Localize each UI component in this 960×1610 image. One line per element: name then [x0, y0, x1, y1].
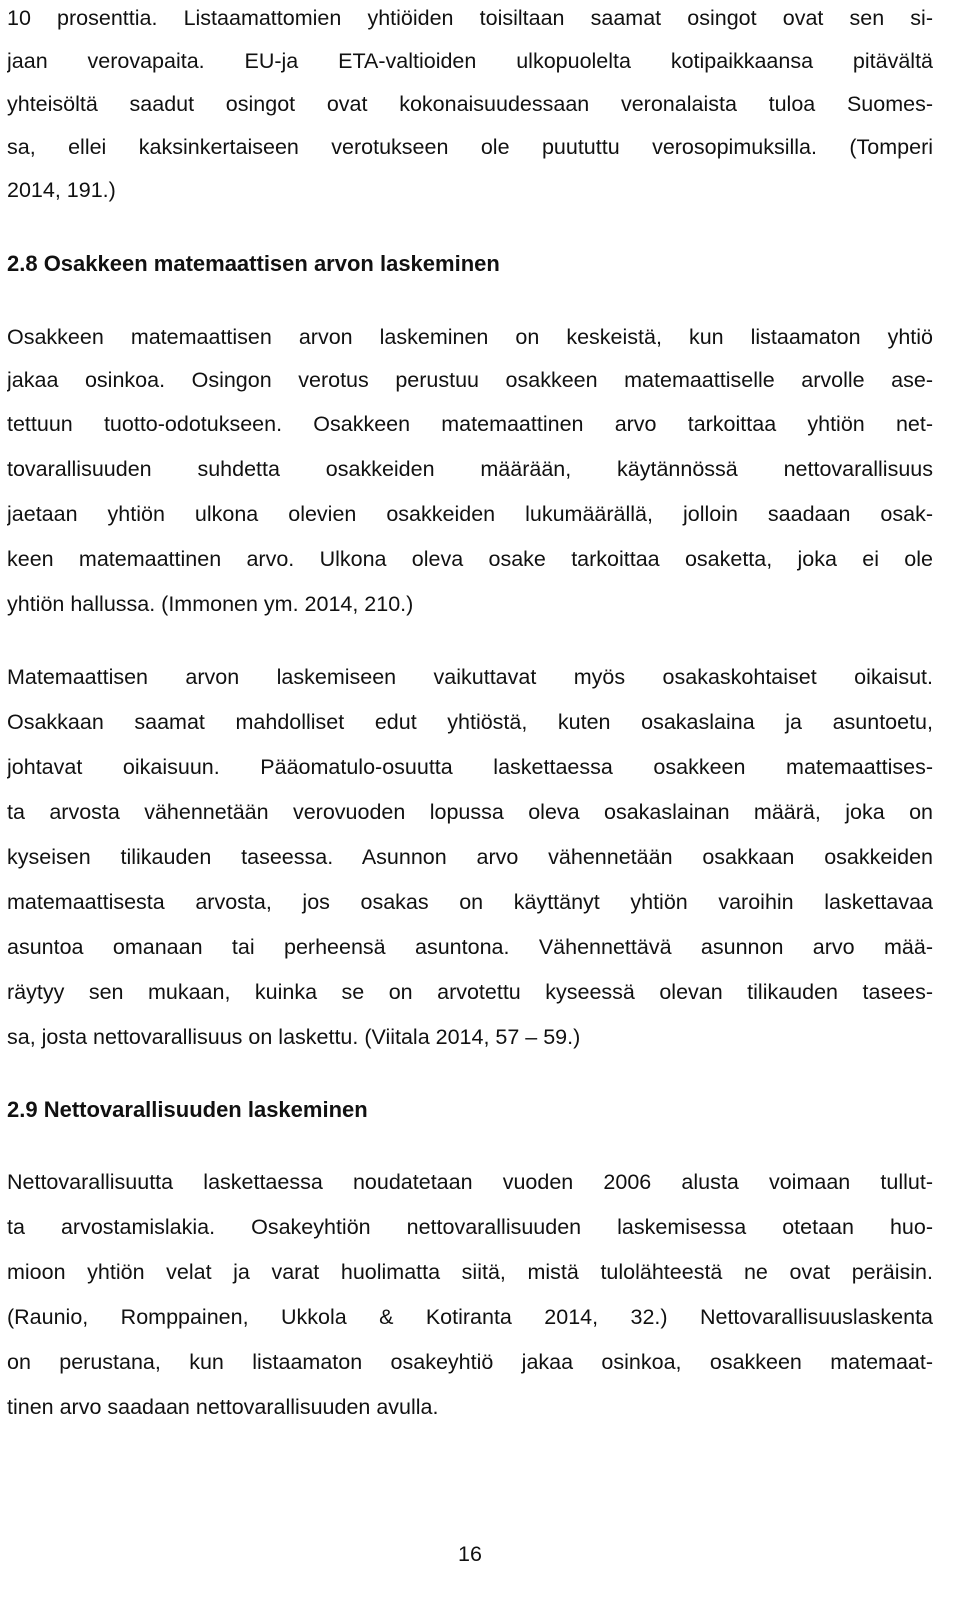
- paragraph-line: yhteisöltä saadut osingot ovat kokonaisuudessaan veronalaista tuloa Suomes-: [7, 92, 933, 116]
- paragraph-line: mioon yhtiön velat ja varat huolimatta siitä, mistä tulolähteestä ne ovat peräisin.: [7, 1260, 933, 1284]
- paragraph-line: jaetaan yhtiön ulkona olevien osakkeiden lukumäärällä, jolloin saadaan osak-: [7, 502, 933, 526]
- paragraph-line: sa, josta nettovarallisuus on laskettu. (Viitala 2014, 57 – 59.): [7, 1025, 581, 1049]
- page-number: 16: [458, 1542, 482, 1566]
- paragraph-line: Nettovarallisuutta laskettaessa noudatetaan vuoden 2006 alusta voimaan tullut-: [7, 1170, 933, 1194]
- paragraph-line: 10 prosenttia. Listaamattomien yhtiöiden toisiltaan saamat osingot ovat sen si-: [7, 6, 933, 30]
- paragraph-line: ta arvostamislakia. Osakeyhtiön nettovarallisuuden laskemisessa otetaan huo-: [7, 1215, 933, 1239]
- paragraph-line: Matemaattisen arvon laskemiseen vaikuttavat myös osakaskohtaiset oikaisut.: [7, 665, 933, 689]
- paragraph-line: asuntoa omanaan tai perheensä asuntona. Vähennettävä asunnon arvo mää-: [7, 935, 933, 959]
- paragraph-line: jakaa osinkoa. Osingon verotus perustuu osakkeen matemaattiselle arvolle ase-: [7, 368, 933, 392]
- paragraph-line: matemaattisesta arvosta, jos osakas on käyttänyt yhtiön varoihin laskettavaa: [7, 890, 933, 914]
- paragraph-line: (Raunio, Romppainen, Ukkola & Kotiranta 2014, 32.) Nettovarallisuuslaskenta: [7, 1305, 933, 1329]
- section-heading-2-9: 2.9 Nettovarallisuuden laskeminen: [7, 1097, 368, 1122]
- paragraph-line: räytyy sen mukaan, kuinka se on arvotettu kyseessä olevan tilikauden tasees-: [7, 980, 933, 1004]
- paragraph-line: johtavat oikaisuun. Pääomatulo-osuutta laskettaessa osakkeen matemaattises-: [7, 755, 933, 779]
- paragraph-line: sa, ellei kaksinkertaiseen verotukseen ole puututtu verosopimuksilla. (Tomperi: [7, 135, 933, 159]
- paragraph-line: kyseisen tilikauden taseessa. Asunnon arvo vähennetään osakkaan osakkeiden: [7, 845, 933, 869]
- paragraph-line: Osakkeen matemaattisen arvon laskeminen on keskeistä, kun listaamaton yhtiö: [7, 325, 933, 349]
- paragraph-line: 2014, 191.): [7, 178, 116, 202]
- paragraph-line: jaan verovapaita. EU-ja ETA-valtioiden ulkopuolelta kotipaikkaansa pitävältä: [7, 49, 933, 73]
- section-heading-2-8: 2.8 Osakkeen matemaattisen arvon laskeminen: [7, 251, 500, 276]
- paragraph-line: Osakkaan saamat mahdolliset edut yhtiöstä, kuten osakaslaina ja asuntoetu,: [7, 710, 933, 734]
- paragraph-line: tettuun tuotto-odotukseen. Osakkeen matemaattinen arvo tarkoittaa yhtiön net-: [7, 412, 933, 436]
- paragraph-line: tovarallisuuden suhdetta osakkeiden määrään, käytännössä nettovarallisuus: [7, 457, 933, 481]
- paragraph-line: on perustana, kun listaamaton osakeyhtiö jakaa osinkoa, osakkeen matemaat-: [7, 1350, 933, 1374]
- paragraph-line: tinen arvo saadaan nettovarallisuuden avulla.: [7, 1395, 439, 1419]
- paragraph-line: keen matemaattinen arvo. Ulkona oleva osake tarkoittaa osaketta, joka ei ole: [7, 547, 933, 571]
- paragraph-line: ta arvosta vähennetään verovuoden lopussa oleva osakaslainan määrä, joka on: [7, 800, 933, 824]
- paragraph-line: yhtiön hallussa. (Immonen ym. 2014, 210.): [7, 592, 414, 616]
